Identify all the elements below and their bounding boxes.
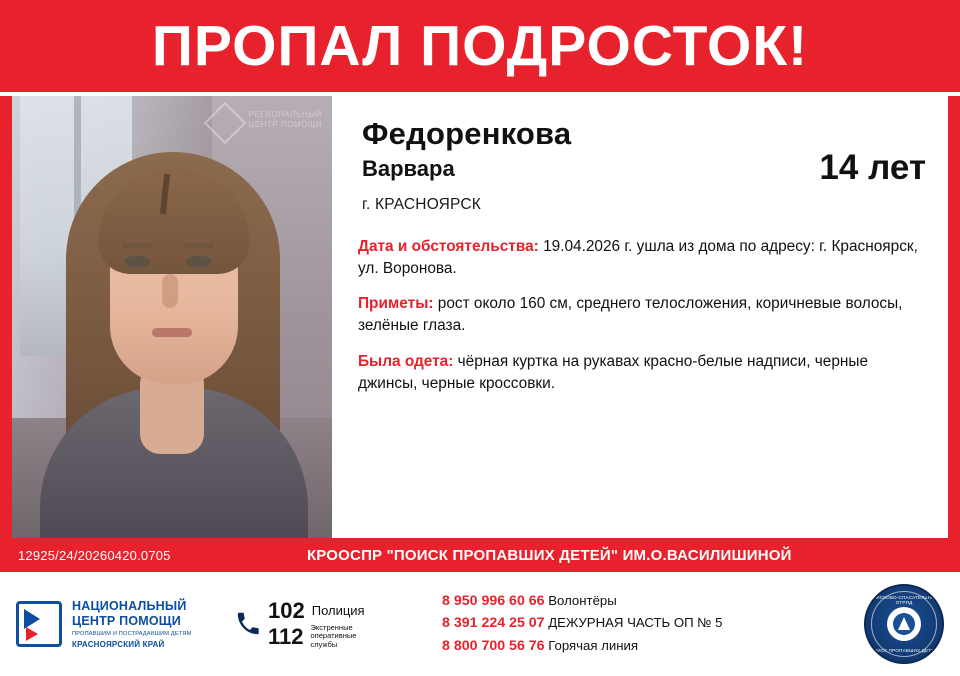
contact-row <box>442 616 854 632</box>
poster-header <box>0 0 960 96</box>
poster-header-title: ПРОПАЛ ПОДРОСТОК! <box>151 13 809 78</box>
contact-label: ДЕЖУРНАЯ ЧАСТЬ ОП № 5 <box>548 615 723 631</box>
name-block <box>358 118 571 214</box>
detail-item <box>358 236 930 280</box>
photo-nose <box>162 274 178 308</box>
case-id: 12925/24/20260420.0705 <box>18 547 171 563</box>
person-age: 14 лет <box>819 148 926 187</box>
photo-eyebrow-left <box>122 243 152 248</box>
detail-label: Приметы: <box>358 295 434 313</box>
national-center-logo <box>16 599 226 649</box>
person-info <box>332 96 948 538</box>
case-bar <box>0 538 960 572</box>
contact-number[interactable]: 8 800 700 56 76 <box>442 637 545 654</box>
phone-handset-icon <box>236 612 260 636</box>
photo-eye-left <box>124 256 150 267</box>
ncp-text-block <box>72 599 191 649</box>
photo-mouth <box>152 328 192 337</box>
contact-label: Горячая линия <box>548 637 639 653</box>
contact-row <box>442 594 854 610</box>
detail-label: Дата и обстоятельства: <box>358 237 539 255</box>
contact-label: Волонтёры <box>548 592 617 608</box>
emergency-number: 112 <box>268 624 304 649</box>
contact-number[interactable]: 8 391 224 25 07 <box>442 615 545 632</box>
badge-top-text: ПОИСКОВО-СПАСАТЕЛЬНЫЙ ОТРЯД <box>869 595 939 605</box>
person-photo <box>12 96 332 538</box>
detail-item <box>358 293 930 337</box>
detail-text: чёрная куртка на рукавах красно-белые надписи, черные джинсы, черные кроссовки. <box>358 353 869 393</box>
ncp-line2: ПРОПАВШИМ И ПОСТРАДАВШИМ ДЕТЯМ <box>72 630 192 637</box>
person-surname: Федоренкова <box>362 116 572 151</box>
emergency-label: Экстренные оперативные службы <box>310 622 357 649</box>
badge-bottom-text: ПОИСК ПРОПАВШИХ ДЕТЕЙ <box>869 648 939 653</box>
photo-watermark <box>172 106 322 158</box>
ncp-line1b: ЦЕНТР ПОМОЩИ <box>72 613 181 628</box>
contact-phones <box>436 594 854 655</box>
poster-footer <box>0 572 960 676</box>
detail-text: рост около 160 см, среднего телосложения, коричневые волосы, зелёные глаза. <box>358 295 903 335</box>
emergency-label: Полиция <box>311 602 365 618</box>
badge-emblem-icon <box>887 607 921 641</box>
emergency-numbers-list <box>268 599 385 650</box>
details-list <box>358 236 930 395</box>
emergency-phones <box>236 599 426 650</box>
ncp-mark-icon <box>16 601 62 647</box>
contact-number[interactable]: 8 950 996 60 66 <box>442 592 545 609</box>
name-row <box>358 118 930 214</box>
poster-body <box>0 96 960 538</box>
person-city: г. КРАСНОЯРСК <box>362 195 481 213</box>
person-firstname: Варвара <box>362 155 455 181</box>
search-squad-badge <box>864 584 944 664</box>
detail-text: 19.04.2026 г. ушла из дома по адресу: г. Красноярск, ул. Воронова. <box>358 237 918 277</box>
photo-eye-right <box>186 256 212 267</box>
watermark-text: РЕГИОНАЛЬНЫЙ ЦЕНТР ПОМОЩИ <box>248 110 322 129</box>
emergency-row <box>268 624 385 650</box>
contact-row <box>442 639 854 655</box>
detail-item <box>358 351 930 395</box>
emergency-number: 102 <box>268 597 305 623</box>
organization-name: КРООСПР "ПОИСК ПРОПАВШИХ ДЕТЕЙ" ИМ.О.ВАСИЛИШИНОЙ <box>306 546 792 564</box>
ncp-line1: НАЦИОНАЛЬНЫЙ <box>72 599 187 614</box>
photo-eyebrow-right <box>184 243 214 248</box>
ncp-line3: КРАСНОЯРСКИЙ КРАЙ <box>72 639 165 649</box>
emergency-row <box>268 599 385 622</box>
detail-label: Была одета: <box>358 353 454 371</box>
